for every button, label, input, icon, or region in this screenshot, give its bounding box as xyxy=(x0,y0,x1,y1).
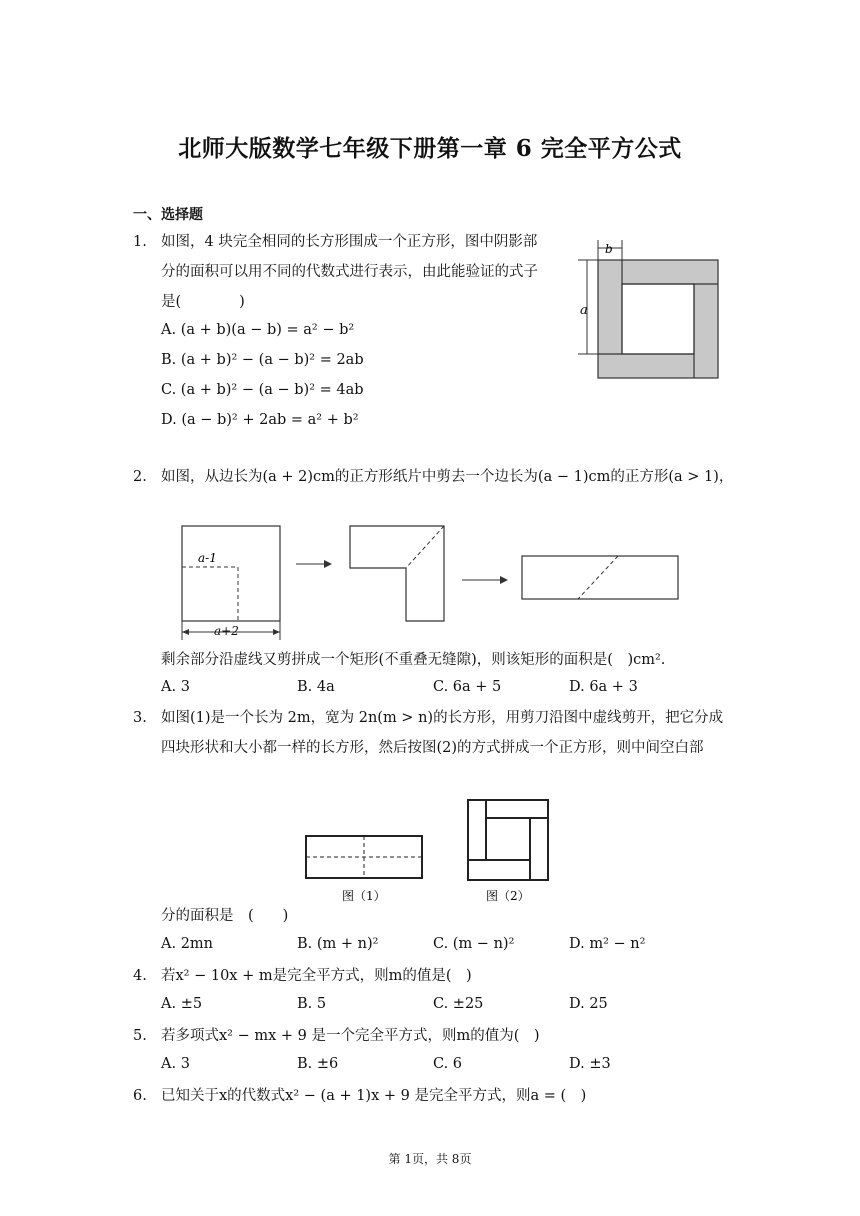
q1-number: 1. xyxy=(133,234,147,250)
q5-line-1: 若多项式x² − mx + 9 是一个完全平方式，则m的值为( ) xyxy=(161,1028,540,1044)
q5-option-b[interactable]: B. ±6 xyxy=(297,1056,339,1072)
q4-number: 4. xyxy=(133,968,147,984)
section-heading: 一、选择题 xyxy=(133,207,203,223)
q1-option-b[interactable]: B. (a + b)² − (a − b)² = 2ab xyxy=(161,352,364,368)
q3-line-3: 分的面积是 ( ) xyxy=(161,908,289,924)
q3-option-a[interactable]: A. 2mn xyxy=(161,936,214,952)
q3-number: 3. xyxy=(133,710,147,726)
page-footer: 第 1页，共 8页 xyxy=(388,1152,472,1166)
q3-option-c[interactable]: C. (m − n)² xyxy=(433,936,515,952)
q5-option-c[interactable]: C. 6 xyxy=(433,1056,463,1072)
q5-option-d[interactable]: D. ±3 xyxy=(569,1056,611,1072)
q1-option-a[interactable]: A. (a + b)(a − b) = a² − b² xyxy=(161,322,355,338)
q3-fig2-caption: 图（2） xyxy=(486,889,530,903)
q2-option-a[interactable]: A. 3 xyxy=(161,679,190,695)
q6-number: 6. xyxy=(133,1088,147,1104)
q4-option-a[interactable]: A. ±5 xyxy=(161,996,203,1012)
q6-line-1: 已知关于x的代数式x² − (a + 1)x + 9 是完全平方式，则a = ( ) xyxy=(161,1088,587,1104)
q2-figure xyxy=(172,520,682,645)
q2-label-outer: a+2 xyxy=(214,624,239,638)
q3-figure xyxy=(300,794,560,910)
q4-line-1: 若x² − 10x + m是完全平方式，则m的值是( ) xyxy=(161,968,472,984)
q1-line-1: 如图，4 块完全相同的长方形围成一个正方形，图中阴影部 xyxy=(161,234,538,250)
q2-label-inner: a-1 xyxy=(198,551,217,565)
q2-line-1: 如图，从边长为(a + 2)cm的正方形纸片中剪去一个边长为(a − 1)cm的正方形(a > 1)， xyxy=(161,469,734,485)
q3-line-1: 如图(1)是一个长为 2m，宽为 2n(m > n)的长方形，用剪刀沿图中虚线剪开，把它分成 xyxy=(161,710,724,726)
q2-line-2: 剩余部分沿虚线又剪拼成一个矩形(不重叠无缝隙)，则该矩形的面积是( )cm². xyxy=(161,652,666,668)
q4-option-b[interactable]: B. 5 xyxy=(297,996,327,1012)
q1-option-d[interactable]: D. (a − b)² + 2ab = a² + b² xyxy=(161,412,359,428)
q3-option-d[interactable]: D. m² − n² xyxy=(569,936,646,952)
q2-option-d[interactable]: D. 6a + 3 xyxy=(569,679,638,695)
q4-option-c[interactable]: C. ±25 xyxy=(433,996,484,1012)
q5-number: 5. xyxy=(133,1028,147,1044)
q2-option-b[interactable]: B. 4a xyxy=(297,679,335,695)
q2-number: 2. xyxy=(133,469,147,485)
q1-label-a: a xyxy=(580,303,588,318)
q3-option-b[interactable]: B. (m + n)² xyxy=(297,936,379,952)
q1-label-b: b xyxy=(605,242,613,256)
q2-option-c[interactable]: C. 6a + 5 xyxy=(433,679,502,695)
q5-option-a[interactable]: A. 3 xyxy=(161,1056,190,1072)
q4-option-d[interactable]: D. 25 xyxy=(569,996,608,1012)
q1-option-c[interactable]: C. (a + b)² − (a − b)² = 4ab xyxy=(161,382,364,398)
q1-line-3: 是( ) xyxy=(161,294,245,310)
q3-line-2: 四块形状和大小都一样的长方形，然后按图(2)的方式拼成一个正方形，则中间空白部 xyxy=(161,740,704,756)
q1-figure xyxy=(574,236,724,382)
q1-line-2: 分的面积可以用不同的代数式进行表示，由此能验证的式子 xyxy=(161,264,538,280)
q3-fig1-caption: 图（1） xyxy=(342,889,386,903)
page-title: 北师大版数学七年级下册第一章 6 完全平方公式 xyxy=(178,135,682,162)
